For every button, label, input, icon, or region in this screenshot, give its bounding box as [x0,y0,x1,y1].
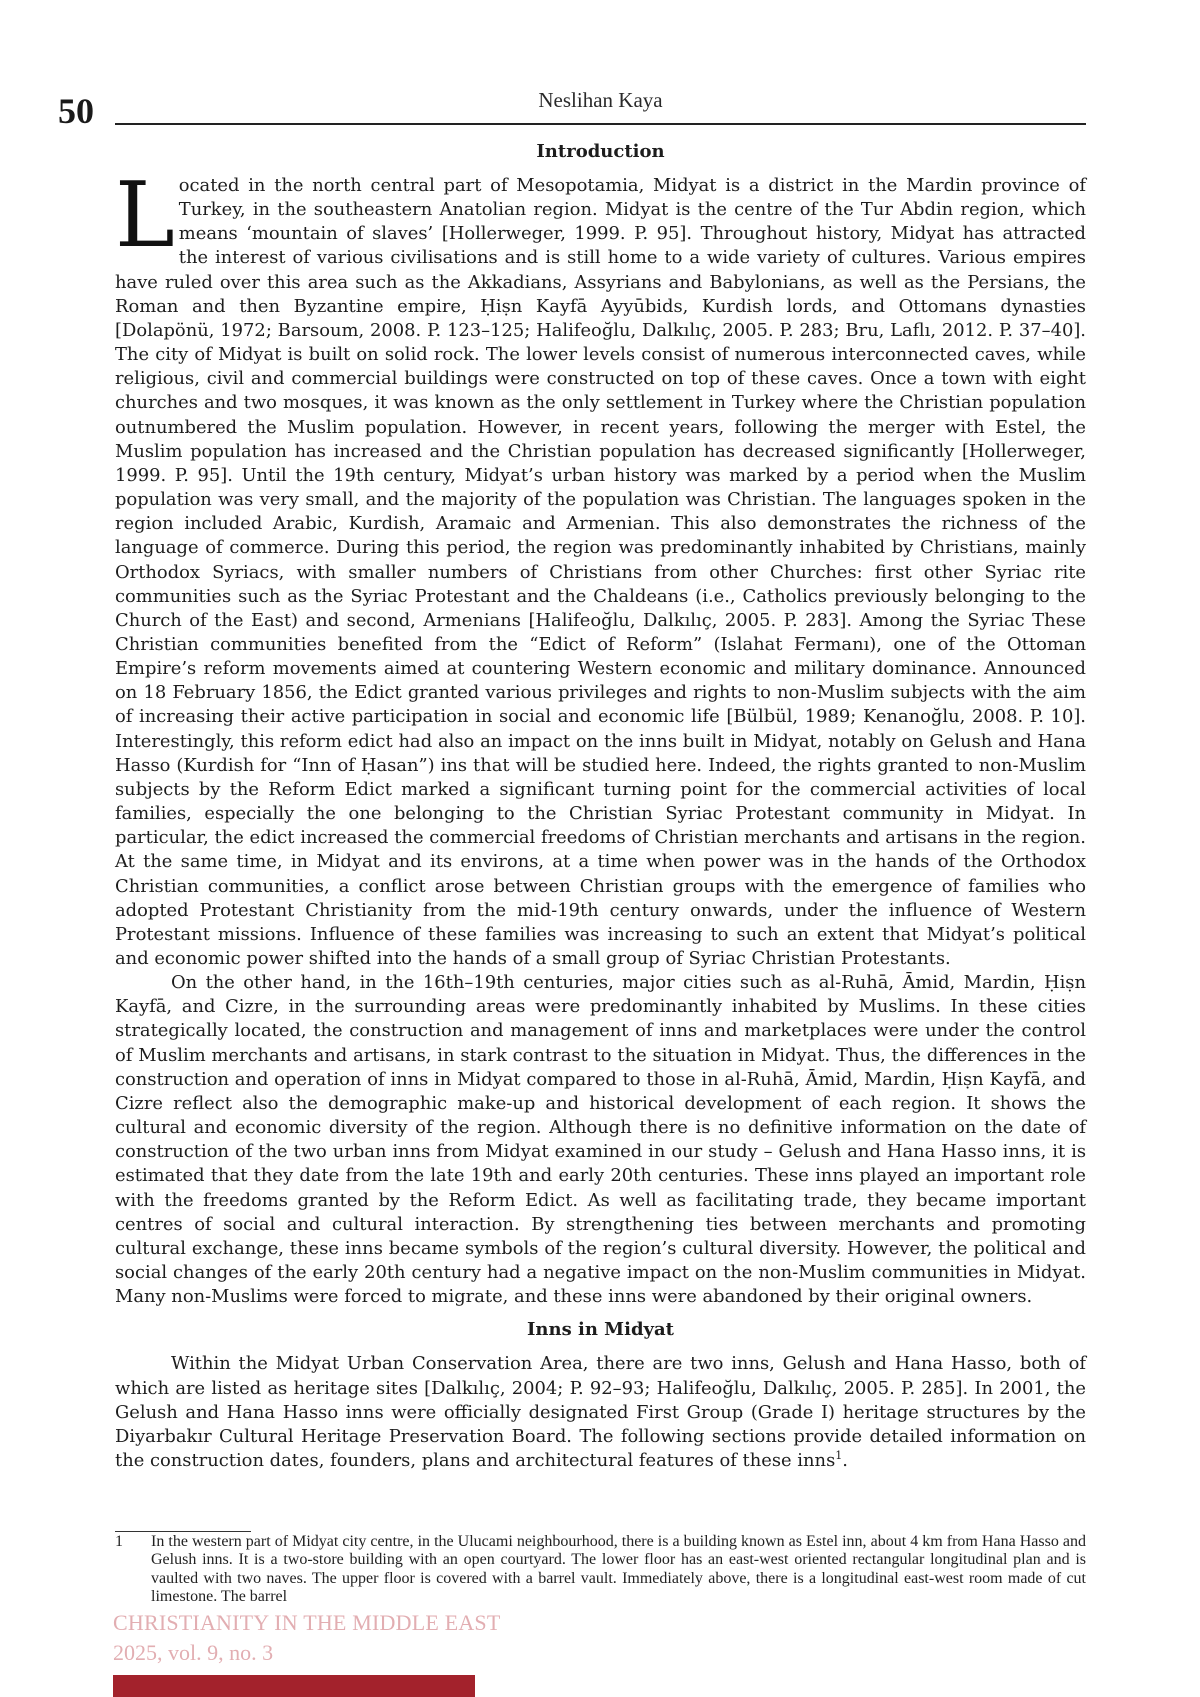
intro-paragraph-2: On the other hand, in the 16th–19th centuries, major cities such as al-Ruhā, Āmid, Mardin, Ḥiṣn Kayfā, and Cizre, in the surrounding areas were predominantly inhabited by Muslims. In these cities strategically located, the construction and management of inns and marketplaces were under the control of Muslim merchants and artisans, in stark contrast to the situation in Midyat. Thus, the differences in the construction and operation of inns in Midyat compared to those in al-Ruhā, Āmid, Mardin, Ḥiṣn Kayfā, and Cizre reflect also the demographic make-up and historical development of each region. It shows the cultural and economic diversity of the region. Although there is no definitive information on the date of construction of the two urban inns from Midyat examined in our study – Gelush and Hana Hasso inns, it is estimated that they date from the late 19th and early 20th centuries. These inns played an important role with the freedoms granted by the Reform Edict. As well as facilitating trade, they became important centres of social and cultural interaction. By strengthening ties between merchants and promoting cultural exchange, these inns became symbols of the region’s cultural diversity. However, the political and social changes of the early 20th century had a negative impact on the non-Muslim communities in Midyat. Many non-Muslims were forced to migrate, and these inns were abandoned by their original owners. [115,972,1086,1308]
intro-paragraph-1 [115,163,1086,971]
footnote-text: In the western part of Midyat city centre, in the Ulucami neighbourhood, there is a building known as Estel inn, about 4 km from Hana Hasso and Gelush inns. It is a two-store building with an open courtyard. The lower floor has an east-west oriented rectangular longitudinal plan and is vaulted with two naves. The upper floor is covered with a barrel vault. Immediately above, there is a longitudinal east-west room made of cut limestone. The barrel [151,1533,1086,1605]
inns-paragraph-1-text: Within the Midyat Urban Conservation Area, there are two inns, Gelush and Hana Hasso, both of which are listed as heritage sites [Dalkılıç, 2004; P. 92–93; Halifeoğlu, Dalkılıç, 2005. P. 285]. In 2001, the Gelush and Hana Hasso inns were officially designated First Group (Grade I) heritage structures by the Diyarbakır Cultural Heritage Preservation Board. The following sections provide detailed information on the construction dates, founders, plans and architectural features of these inns [115,1353,1086,1471]
journal-color-bar [113,1675,475,1697]
journal-volume: 2025, vol. 9, no. 3 [113,1640,274,1665]
article-body [115,140,1086,1473]
footnote-reference[interactable]: 1 [835,1449,843,1462]
page-number: 50 [58,91,94,131]
footnote-separator [115,1531,251,1532]
footnote [115,1533,1086,1606]
running-head-author: Neslihan Kaya [538,88,663,112]
journal-title: CHRISTIANITY IN THE MIDDLE EAST [113,1610,501,1635]
footnote-number: 1 [115,1533,123,1550]
header-rule [115,123,1086,125]
journal-footer [113,1608,501,1668]
inns-paragraph-1 [115,1352,1086,1473]
section-heading-introduction: Introduction [536,141,665,162]
intro-paragraph-1-text: ocated in the north central part of Mesopotamia, Midyat is a district in the Mardin province of Turkey, in the southeastern Anatolian region. Midyat is the centre of the Tur Abdin region, which means ‘mountain of slaves’ [Hollerweger, 1999. P. 95]. Throughout history, Midyat has attracted the interest of various civilisations and is still home to a wide variety of cultures. Various empires have ruled over this area such as the Akkadians, Assyrians and Babylonians, as well as the Persians, the Roman and then Byzantine empire, Ḥiṣn Kayfā Ayyūbids, Kurdish lords, and Ottomans dynasties [Dolapönü, 1972; Barsoum, 2008. P. 123–125; Halifeoğlu, Dalkılıç, 2005. P. 283; Bru, Laflı, 2012. P. 37–40]. The city of Midyat is built on solid rock. The lower levels consist of numerous interconnected caves, while religious, civil and commercial buildings were constructed on top of these caves. Once a town with eight churches and two mosques, it was known as the only settlement in Turkey where the Christian population outnumbered the Muslim population. However, in recent years, following the merger with Estel, the Muslim population has increased and the Christian population has decreased significantly [Hollerweger, 1999. P. 95]. Until the 19th century, Midyat’s urban history was marked by a period when the Muslim population was very small, and the majority of the population was Christian. The languages spoken in the region included Arabic, Kurdish, Aramaic and Armenian. This also demonstrates the richness of the language of commerce. During this period, the region was predominantly inhabited by Christians, mainly Orthodox Syriacs, with smaller numbers of Christians from other Churches: first other Syriac rite communities such as the Syriac Protestant and the Chaldeans (i.e., Catholics previously belonging to the Church of the East) and second, Armenians [Halifeoğlu, Dalkılıç, 2005. P. 283]. Among the Syriac These Christian communities benefited from the “Edict of Reform” (Islahat Fermanı), one of the Ottoman Empire’s reform movements aimed at countering Western economic and military dominance. Announced on 18 February 1856, the Edict granted various privileges and rights to non-Muslim subjects with the aim of increasing their active participation in social and economic life [Bülbül, 1989; Kenanoğlu, 2008. P. 10]. Interestingly, this reform edict had also an impact on the inns built in Midyat, notably on Gelush and Hana Hasso (Kurdish for “Inn of Ḥasan”) ins that will be studied here. Indeed, the rights granted to non-Muslim subjects by the Reform Edict marked a significant turning point for the commercial activities of local families, especially the one belonging to the Christian Syriac Protestant community in Midyat. In particular, the edict increased the commercial freedoms of Christian merchants and artisans in the region. At the same time, in Midyat and its environs, at a time when power was in the hands of the Orthodox Christian communities, a conflict arose between Christian groups with the emergence of families who adopted Protestant Christianity from the mid-19th century onwards, under the influence of Western Protestant missions. Influence of these families was increasing to such an extent that Midyat’s political and economic power shifted into the hands of a small group of Syriac Christian Protestants. [115,175,1086,969]
section-heading-inns: Inns in Midyat [527,1319,674,1341]
drop-cap: L [115,163,175,268]
inns-paragraph-1-end: . [842,1449,848,1471]
